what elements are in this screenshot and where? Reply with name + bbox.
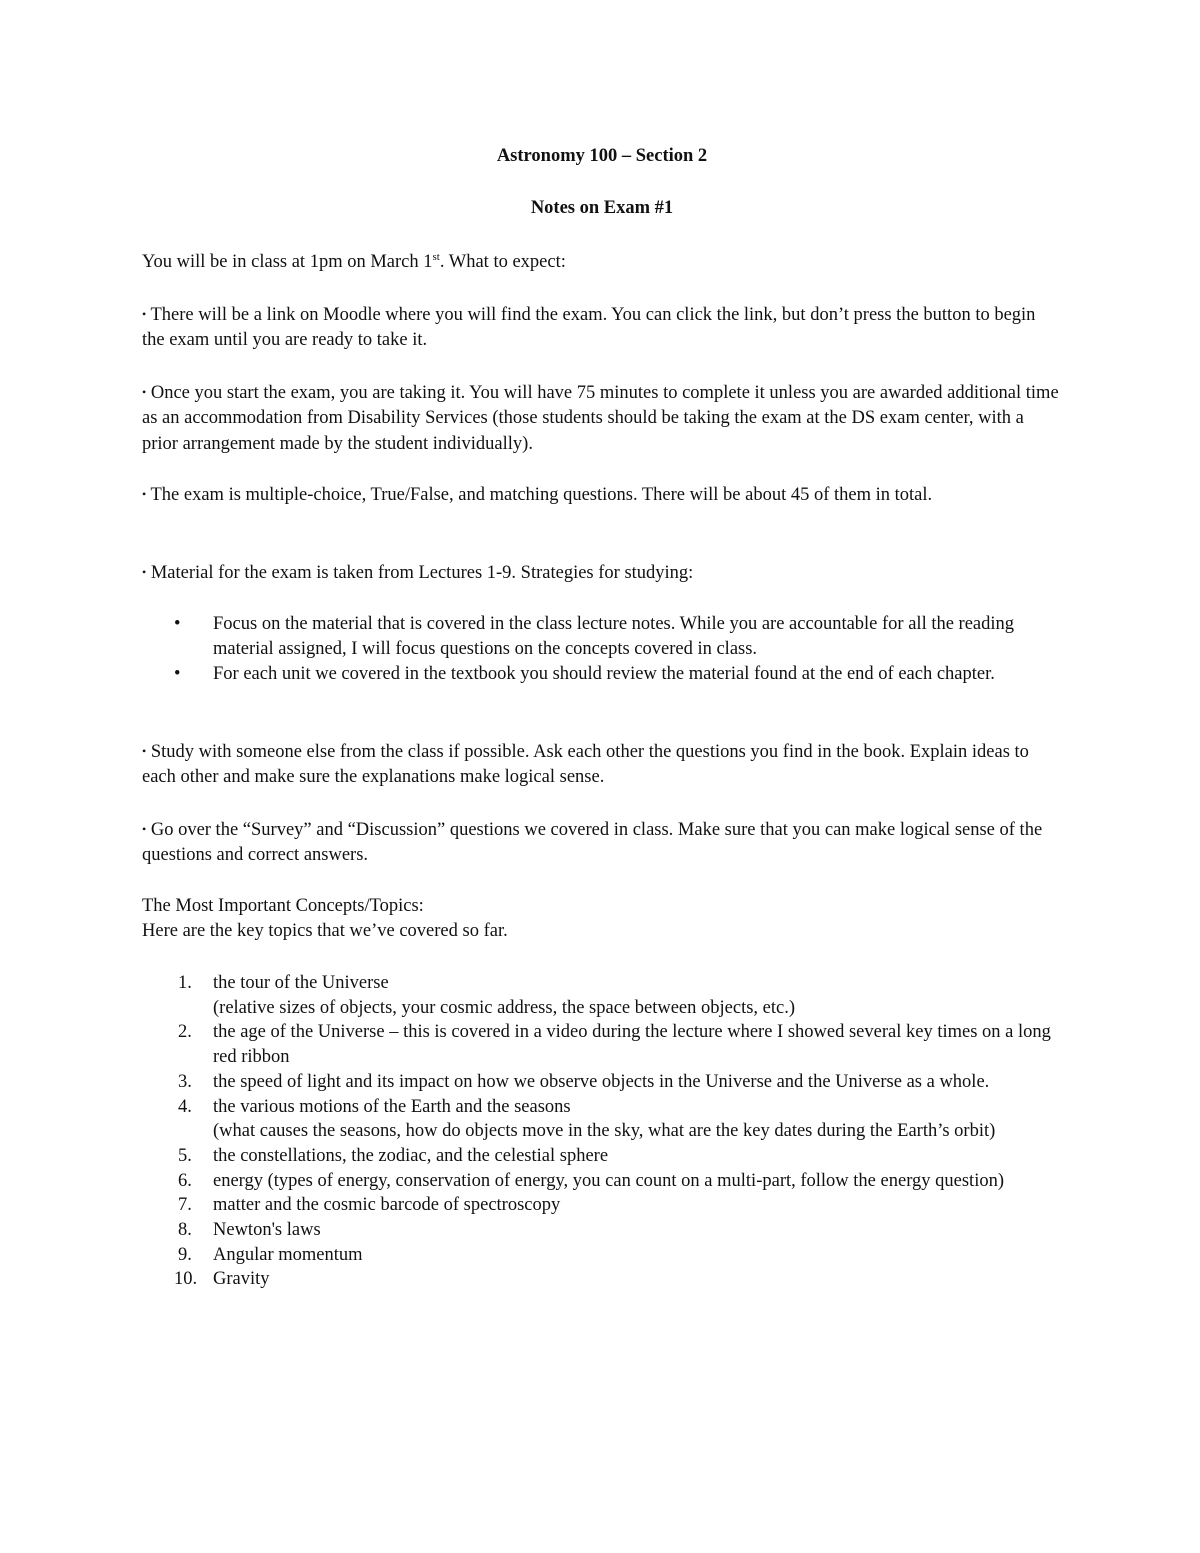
list-item bbox=[142, 1218, 1062, 1243]
list-number: 5. bbox=[178, 1145, 192, 1166]
list-item-detail: (what causes the seasons, how do objects move in the sky, what are the key dates during the Earth’s orbit) bbox=[213, 1121, 996, 1142]
bullet-text: Once you start the exam, you are taking it. You will have 75 minutes to complete it unless you are awarded additional time as an accommodation from Disability Services (those students should be taking the exam at the DS exam center, with a prior arrangement made by the student individually). bbox=[142, 383, 1059, 454]
bullet-text: There will be a link on Moodle where you will find the exam. You can click the link, but don’t press the button to begin the exam until you are ready to take it. bbox=[142, 305, 1036, 351]
bullet-icon: • bbox=[174, 614, 181, 634]
list-item-text: Angular momentum bbox=[213, 1244, 363, 1265]
list-item-text: energy (types of energy, conservation of energy, you can count on a multi-part, follow the energy question) bbox=[213, 1170, 1004, 1191]
bullet-icon: • bbox=[142, 307, 147, 321]
topics-intro: Here are the key topics that we’ve covered so far. bbox=[142, 921, 508, 942]
bullet-icon: • bbox=[142, 744, 147, 758]
list-number: 6. bbox=[178, 1170, 192, 1191]
bullet-paragraph bbox=[142, 380, 1062, 457]
course-title: Astronomy 100 – Section 2 bbox=[496, 146, 708, 166]
topics-heading: The Most Important Concepts/Topics: bbox=[142, 896, 424, 916]
list-item-text: the age of the Universe – this is covered in a video during the lecture where I showed several key times on a long red ribbon bbox=[213, 1022, 1051, 1068]
intro-superscript: st bbox=[432, 250, 440, 263]
bullet-text: Go over the “Survey” and “Discussion” questions we covered in class. Make sure that you can make logical sense of the questions and correct answers. bbox=[142, 820, 1043, 866]
list-item-text: Gravity bbox=[213, 1269, 270, 1290]
bullet-paragraph bbox=[142, 817, 1062, 869]
list-item bbox=[142, 1267, 1062, 1292]
list-number: 1. bbox=[178, 973, 192, 993]
bullet-text: Study with someone else from the class if possible. Ask each other the questions you find in the book. Explain ideas to each other and make sure the explanations make logical sense. bbox=[142, 742, 1029, 788]
bullet-icon: • bbox=[142, 385, 147, 399]
notes-title: Notes on Exam #1 bbox=[530, 198, 674, 218]
bullet-paragraph bbox=[142, 560, 1062, 586]
list-item bbox=[142, 612, 1062, 662]
bullet-text: The exam is multiple-choice, True/False, and matching questions. There will be about 45 of them in total. bbox=[150, 485, 933, 505]
bullet-paragraph bbox=[142, 739, 1062, 791]
list-item-text: the various motions of the Earth and the seasons bbox=[213, 1096, 571, 1117]
list-item-text: Focus on the material that is covered in the class lecture notes. While you are accountable for all the reading material assigned, I will focus questions on the concepts covered in class. bbox=[213, 614, 1015, 659]
bullet-paragraph bbox=[142, 302, 1062, 354]
list-item-text: For each unit we covered in the textbook you should review the material found at the end of each chapter. bbox=[213, 663, 995, 684]
list-item-text: the speed of light and its impact on how we observe objects in the Universe and the Universe as a whole. bbox=[213, 1071, 990, 1092]
list-item bbox=[142, 971, 1062, 1020]
list-item bbox=[142, 1144, 1062, 1169]
study-strategies-list bbox=[142, 612, 1062, 686]
intro-paragraph bbox=[142, 250, 1062, 275]
topics-list bbox=[142, 971, 1062, 1292]
list-item bbox=[142, 1020, 1062, 1069]
list-number: 7. bbox=[178, 1195, 192, 1216]
list-number: 9. bbox=[178, 1244, 192, 1265]
list-number: 3. bbox=[178, 1071, 192, 1092]
list-number: 8. bbox=[178, 1220, 192, 1241]
intro-text-end: . What to expect: bbox=[439, 252, 566, 272]
list-item bbox=[142, 1169, 1062, 1194]
list-item-text: matter and the cosmic barcode of spectroscopy bbox=[213, 1195, 561, 1216]
list-item bbox=[142, 1243, 1062, 1268]
bullet-icon: • bbox=[142, 565, 147, 579]
bullet-icon: • bbox=[142, 822, 147, 836]
bullet-icon: • bbox=[174, 663, 181, 684]
list-number: 10. bbox=[174, 1269, 198, 1290]
list-item bbox=[142, 1095, 1062, 1144]
list-item-detail: (relative sizes of objects, your cosmic address, the space between objects, etc.) bbox=[213, 997, 796, 1018]
list-number: 2. bbox=[178, 1022, 192, 1043]
list-item bbox=[142, 1193, 1062, 1218]
intro-text: You will be in class at 1pm on March 1 bbox=[142, 252, 433, 272]
list-item bbox=[142, 1070, 1062, 1095]
list-item bbox=[142, 662, 1062, 687]
list-item-text: the tour of the Universe bbox=[213, 973, 389, 993]
bullet-icon: • bbox=[142, 487, 147, 501]
list-item-text: Newton's laws bbox=[213, 1220, 321, 1241]
bullet-text: Material for the exam is taken from Lectures 1-9. Strategies for studying: bbox=[150, 563, 694, 583]
topics-section-intro bbox=[142, 894, 1062, 945]
list-item-text: the constellations, the zodiac, and the celestial sphere bbox=[213, 1145, 609, 1166]
list-number: 4. bbox=[178, 1096, 192, 1117]
bullet-paragraph bbox=[142, 482, 1062, 508]
